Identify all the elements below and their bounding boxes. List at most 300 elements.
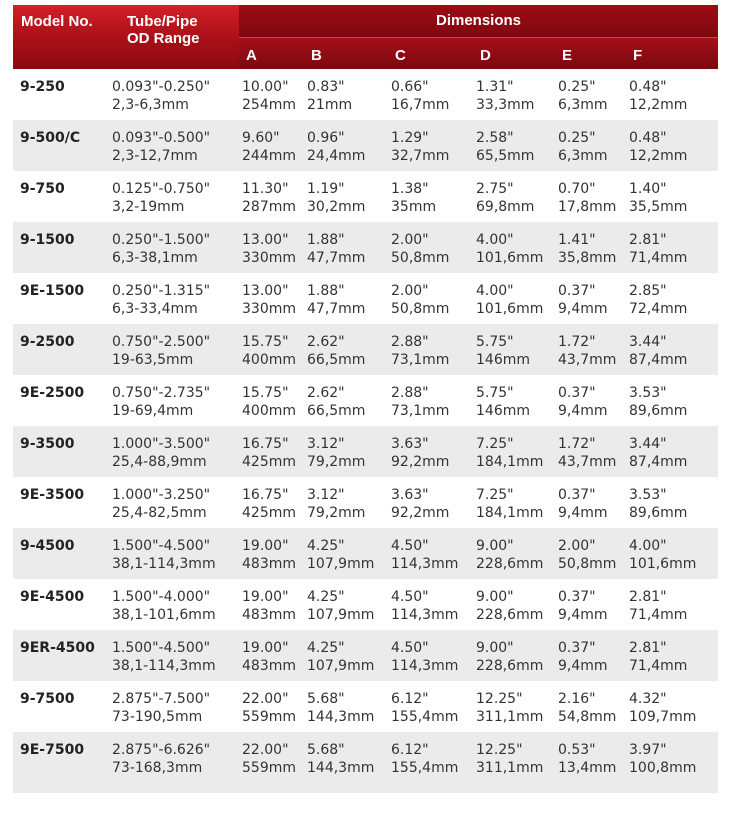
header-od-range-line1: Tube/Pipe <box>127 13 198 30</box>
inch-value: 16.75" <box>242 487 289 503</box>
dim-c-cell <box>388 171 473 222</box>
metric-value: 73,1mm <box>391 403 450 419</box>
model-number-cell: 9-4500 <box>13 528 109 579</box>
dim-b-cell <box>304 120 388 171</box>
dim-b-cell <box>304 171 388 222</box>
inch-value: 1.19" <box>307 181 345 197</box>
inch-value: 4.32" <box>629 691 667 707</box>
metric-value: 559mm <box>242 709 296 725</box>
metric-value: 228,6mm <box>476 658 544 674</box>
metric-value: 400mm <box>242 403 296 419</box>
metric-value: 144,3mm <box>307 760 375 776</box>
metric-value: 2,3-6,3mm <box>112 97 189 113</box>
metric-value: 35,8mm <box>558 250 617 266</box>
dim-d-cell <box>473 579 555 630</box>
model-number-cell: 9-750 <box>13 171 109 222</box>
inch-value: 5.68" <box>307 691 345 707</box>
model-number-cell: 9E-3500 <box>13 477 109 528</box>
metric-value: 69,8mm <box>476 199 535 215</box>
table-row <box>13 681 718 732</box>
metric-value: 87,4mm <box>629 454 688 470</box>
dim-c-cell <box>388 324 473 375</box>
inch-value: 1.40" <box>629 181 667 197</box>
dim-a-cell <box>239 222 304 273</box>
inch-value: 9.00" <box>476 640 514 656</box>
metric-value: 66,5mm <box>307 403 366 419</box>
dim-e-cell <box>555 69 626 120</box>
dim-c-cell <box>388 732 473 793</box>
dim-e-cell <box>555 681 626 732</box>
od-range-cell <box>109 69 239 120</box>
dim-b-cell <box>304 681 388 732</box>
inch-value: 5.75" <box>476 385 514 401</box>
dim-f-cell <box>626 579 718 630</box>
inch-value: 2.85" <box>629 283 667 299</box>
inch-value: 3.44" <box>629 334 667 350</box>
metric-value: 114,3mm <box>391 556 459 572</box>
inch-value: 4.25" <box>307 538 345 554</box>
dim-d-cell <box>473 222 555 273</box>
dim-c-cell <box>388 579 473 630</box>
dim-f-cell <box>626 528 718 579</box>
dim-c-cell <box>388 426 473 477</box>
inch-value: 2.75" <box>476 181 514 197</box>
dim-b-cell <box>304 375 388 426</box>
dim-c-cell <box>388 273 473 324</box>
model-number-cell: 9E-4500 <box>13 579 109 630</box>
od-range-cell <box>109 579 239 630</box>
inch-value: 2.00" <box>391 232 429 248</box>
model-number-cell: 9E-2500 <box>13 375 109 426</box>
table-row <box>13 579 718 630</box>
dim-e-cell <box>555 528 626 579</box>
inch-value: 1.500"-4.500" <box>112 640 211 656</box>
model-number-cell: 9-250 <box>13 69 109 120</box>
model-number-cell: 9-7500 <box>13 681 109 732</box>
dim-a-cell <box>239 171 304 222</box>
dim-b-cell <box>304 732 388 793</box>
metric-value: 66,5mm <box>307 352 366 368</box>
metric-value: 9,4mm <box>558 607 608 623</box>
metric-value: 73-190,5mm <box>112 709 203 725</box>
inch-value: 3.44" <box>629 436 667 452</box>
dim-e-cell <box>555 477 626 528</box>
metric-value: 425mm <box>242 505 296 521</box>
inch-value: 0.70" <box>558 181 596 197</box>
model-number-cell: 9-1500 <box>13 222 109 273</box>
dim-c-cell <box>388 120 473 171</box>
inch-value: 0.250"-1.500" <box>112 232 211 248</box>
metric-value: 19-69,4mm <box>112 403 194 419</box>
inch-value: 2.81" <box>629 232 667 248</box>
inch-value: 13.00" <box>242 232 289 248</box>
od-range-cell <box>109 171 239 222</box>
metric-value: 254mm <box>242 97 296 113</box>
metric-value: 89,6mm <box>629 403 688 419</box>
inch-value: 0.750"-2.735" <box>112 385 211 401</box>
dim-b-cell <box>304 324 388 375</box>
table-row <box>13 120 718 171</box>
header-dim-a: A <box>246 46 257 64</box>
dim-e-cell <box>555 630 626 681</box>
model-number-cell: 9E-7500 <box>13 732 109 793</box>
inch-value: 0.25" <box>558 130 596 146</box>
inch-value: 4.50" <box>391 640 429 656</box>
metric-value: 24,4mm <box>307 148 366 164</box>
dim-d-cell <box>473 732 555 793</box>
metric-value: 89,6mm <box>629 505 688 521</box>
header-od-range <box>109 5 239 69</box>
header-dim-c: C <box>395 46 406 64</box>
metric-value: 92,2mm <box>391 454 450 470</box>
dim-a-cell <box>239 579 304 630</box>
dim-e-cell <box>555 222 626 273</box>
dim-e-cell <box>555 426 626 477</box>
inch-value: 1.72" <box>558 334 596 350</box>
metric-value: 184,1mm <box>476 454 544 470</box>
dim-f-cell <box>626 732 718 793</box>
dim-a-cell <box>239 120 304 171</box>
dim-d-cell <box>473 681 555 732</box>
model-number-cell: 9-3500 <box>13 426 109 477</box>
table-row <box>13 630 718 681</box>
inch-value: 2.875"-7.500" <box>112 691 211 707</box>
metric-value: 400mm <box>242 352 296 368</box>
table-row <box>13 375 718 426</box>
inch-value: 5.68" <box>307 742 345 758</box>
metric-value: 71,4mm <box>629 607 688 623</box>
inch-value: 2.81" <box>629 589 667 605</box>
metric-value: 38,1-101,6mm <box>112 607 216 623</box>
inch-value: 4.00" <box>476 232 514 248</box>
inch-value: 3.97" <box>629 742 667 758</box>
metric-value: 71,4mm <box>629 250 688 266</box>
metric-value: 21mm <box>307 97 353 113</box>
metric-value: 144,3mm <box>307 709 375 725</box>
od-range-cell <box>109 630 239 681</box>
metric-value: 330mm <box>242 250 296 266</box>
inch-value: 9.00" <box>476 538 514 554</box>
inch-value: 4.50" <box>391 538 429 554</box>
metric-value: 38,1-114,3mm <box>112 658 216 674</box>
inch-value: 2.62" <box>307 334 345 350</box>
dim-a-cell <box>239 273 304 324</box>
inch-value: 9.60" <box>242 130 280 146</box>
metric-value: 109,7mm <box>629 709 697 725</box>
metric-value: 54,8mm <box>558 709 617 725</box>
inch-value: 3.63" <box>391 487 429 503</box>
od-range-cell <box>109 273 239 324</box>
metric-value: 114,3mm <box>391 607 459 623</box>
inch-value: 0.48" <box>629 79 667 95</box>
inch-value: 1.88" <box>307 283 345 299</box>
metric-value: 35,5mm <box>629 199 688 215</box>
dim-a-cell <box>239 630 304 681</box>
metric-value: 6,3-38,1mm <box>112 250 198 266</box>
metric-value: 50,8mm <box>391 250 450 266</box>
metric-value: 16,7mm <box>391 97 450 113</box>
metric-value: 311,1mm <box>476 760 544 776</box>
metric-value: 3,2-19mm <box>112 199 185 215</box>
dim-b-cell <box>304 477 388 528</box>
inch-value: 0.53" <box>558 742 596 758</box>
metric-value: 155,4mm <box>391 709 459 725</box>
inch-value: 6.12" <box>391 691 429 707</box>
inch-value: 2.58" <box>476 130 514 146</box>
metric-value: 71,4mm <box>629 658 688 674</box>
metric-value: 559mm <box>242 760 296 776</box>
inch-value: 0.37" <box>558 589 596 605</box>
metric-value: 73,1mm <box>391 352 450 368</box>
inch-value: 15.75" <box>242 385 289 401</box>
dim-a-cell <box>239 375 304 426</box>
dim-d-cell <box>473 171 555 222</box>
inch-value: 0.96" <box>307 130 345 146</box>
dim-e-cell <box>555 732 626 793</box>
dim-f-cell <box>626 477 718 528</box>
metric-value: 101,6mm <box>476 301 544 317</box>
dim-b-cell <box>304 69 388 120</box>
inch-value: 2.16" <box>558 691 596 707</box>
inch-value: 3.63" <box>391 436 429 452</box>
dimensions-table-container <box>13 5 718 793</box>
dim-a-cell <box>239 426 304 477</box>
dim-f-cell <box>626 273 718 324</box>
table-row <box>13 273 718 324</box>
inch-value: 22.00" <box>242 691 289 707</box>
metric-value: 19-63,5mm <box>112 352 194 368</box>
inch-value: 11.30" <box>242 181 289 197</box>
od-range-cell <box>109 375 239 426</box>
metric-value: 287mm <box>242 199 296 215</box>
od-range-cell <box>109 477 239 528</box>
od-range-cell <box>109 222 239 273</box>
dim-c-cell <box>388 528 473 579</box>
dim-f-cell <box>626 630 718 681</box>
model-number-cell: 9E-1500 <box>13 273 109 324</box>
od-range-cell <box>109 732 239 793</box>
metric-value: 228,6mm <box>476 556 544 572</box>
header-od-range-line2: OD Range <box>127 30 200 47</box>
inch-value: 12.25" <box>476 742 523 758</box>
inch-value: 0.37" <box>558 487 596 503</box>
inch-value: 0.093"-0.250" <box>112 79 211 95</box>
dim-f-cell <box>626 375 718 426</box>
inch-value: 12.25" <box>476 691 523 707</box>
dim-e-cell <box>555 120 626 171</box>
dim-e-cell <box>555 273 626 324</box>
dim-c-cell <box>388 681 473 732</box>
dim-f-cell <box>626 681 718 732</box>
metric-value: 72,4mm <box>629 301 688 317</box>
dim-d-cell <box>473 426 555 477</box>
inch-value: 0.750"-2.500" <box>112 334 211 350</box>
inch-value: 3.12" <box>307 436 345 452</box>
metric-value: 330mm <box>242 301 296 317</box>
inch-value: 13.00" <box>242 283 289 299</box>
metric-value: 13,4mm <box>558 760 617 776</box>
table-row <box>13 69 718 120</box>
inch-value: 6.12" <box>391 742 429 758</box>
inch-value: 1.41" <box>558 232 596 248</box>
metric-value: 87,4mm <box>629 352 688 368</box>
table-header <box>13 5 718 69</box>
inch-value: 4.00" <box>476 283 514 299</box>
dim-e-cell <box>555 171 626 222</box>
inch-value: 1.72" <box>558 436 596 452</box>
inch-value: 0.37" <box>558 283 596 299</box>
header-dim-b: B <box>311 46 322 64</box>
metric-value: 2,3-12,7mm <box>112 148 198 164</box>
dim-a-cell <box>239 324 304 375</box>
inch-value: 0.37" <box>558 640 596 656</box>
metric-value: 425mm <box>242 454 296 470</box>
dim-b-cell <box>304 426 388 477</box>
metric-value: 107,9mm <box>307 607 375 623</box>
dim-f-cell <box>626 69 718 120</box>
metric-value: 100,8mm <box>629 760 697 776</box>
od-range-cell <box>109 324 239 375</box>
model-number-cell: 9-500/C <box>13 120 109 171</box>
metric-value: 9,4mm <box>558 301 608 317</box>
metric-value: 6,3mm <box>558 97 608 113</box>
metric-value: 38,1-114,3mm <box>112 556 216 572</box>
inch-value: 2.81" <box>629 640 667 656</box>
metric-value: 483mm <box>242 658 296 674</box>
dim-c-cell <box>388 477 473 528</box>
inch-value: 0.66" <box>391 79 429 95</box>
dim-e-cell <box>555 375 626 426</box>
inch-value: 0.25" <box>558 79 596 95</box>
metric-value: 107,9mm <box>307 556 375 572</box>
metric-value: 9,4mm <box>558 505 608 521</box>
metric-value: 107,9mm <box>307 658 375 674</box>
dim-b-cell <box>304 528 388 579</box>
inch-value: 3.53" <box>629 487 667 503</box>
inch-value: 19.00" <box>242 589 289 605</box>
header-dim-f: F <box>633 46 643 64</box>
inch-value: 19.00" <box>242 640 289 656</box>
inch-value: 1.500"-4.500" <box>112 538 211 554</box>
metric-value: 50,8mm <box>391 301 450 317</box>
dim-b-cell <box>304 630 388 681</box>
metric-value: 47,7mm <box>307 250 366 266</box>
inch-value: 2.62" <box>307 385 345 401</box>
dim-f-cell <box>626 120 718 171</box>
inch-value: 7.25" <box>476 487 514 503</box>
metric-value: 92,2mm <box>391 505 450 521</box>
inch-value: 9.00" <box>476 589 514 605</box>
inch-value: 0.125"-0.750" <box>112 181 211 197</box>
metric-value: 12,2mm <box>629 148 688 164</box>
metric-value: 101,6mm <box>629 556 697 572</box>
dim-f-cell <box>626 222 718 273</box>
header-dimensions: Dimensions <box>239 5 718 37</box>
dim-f-cell <box>626 324 718 375</box>
metric-value: 73-168,3mm <box>112 760 203 776</box>
dim-b-cell <box>304 222 388 273</box>
dim-d-cell <box>473 69 555 120</box>
inch-value: 0.83" <box>307 79 345 95</box>
od-range-cell <box>109 120 239 171</box>
dim-b-cell <box>304 273 388 324</box>
inch-value: 10.00" <box>242 79 289 95</box>
table-row <box>13 426 718 477</box>
inch-value: 7.25" <box>476 436 514 452</box>
od-range-cell <box>109 426 239 477</box>
dim-d-cell <box>473 375 555 426</box>
header-dim-d: D <box>480 46 491 64</box>
dim-a-cell <box>239 528 304 579</box>
metric-value: 32,7mm <box>391 148 450 164</box>
table-row <box>13 324 718 375</box>
dim-d-cell <box>473 477 555 528</box>
metric-value: 25,4-88,9mm <box>112 454 207 470</box>
inch-value: 1.000"-3.250" <box>112 487 211 503</box>
od-range-cell <box>109 681 239 732</box>
metric-value: 33,3mm <box>476 97 535 113</box>
dim-d-cell <box>473 630 555 681</box>
inch-value: 1.29" <box>391 130 429 146</box>
inch-value: 4.25" <box>307 640 345 656</box>
dim-a-cell <box>239 681 304 732</box>
dim-b-cell <box>304 579 388 630</box>
inch-value: 22.00" <box>242 742 289 758</box>
metric-value: 30,2mm <box>307 199 366 215</box>
metric-value: 25,4-82,5mm <box>112 505 207 521</box>
metric-value: 228,6mm <box>476 607 544 623</box>
metric-value: 483mm <box>242 556 296 572</box>
model-number-cell: 9ER-4500 <box>13 630 109 681</box>
dim-e-cell <box>555 324 626 375</box>
inch-value: 19.00" <box>242 538 289 554</box>
dim-a-cell <box>239 69 304 120</box>
metric-value: 114,3mm <box>391 658 459 674</box>
inch-value: 5.75" <box>476 334 514 350</box>
inch-value: 1.88" <box>307 232 345 248</box>
metric-value: 79,2mm <box>307 454 366 470</box>
inch-value: 15.75" <box>242 334 289 350</box>
dimensions-table <box>13 5 718 793</box>
dim-d-cell <box>473 528 555 579</box>
dim-c-cell <box>388 375 473 426</box>
inch-value: 1.500"-4.000" <box>112 589 211 605</box>
header-dim-e: E <box>562 46 573 64</box>
dim-f-cell <box>626 171 718 222</box>
table-row <box>13 171 718 222</box>
metric-value: 12,2mm <box>629 97 688 113</box>
inch-value: 2.00" <box>391 283 429 299</box>
dim-e-cell <box>555 579 626 630</box>
inch-value: 0.37" <box>558 385 596 401</box>
dim-d-cell <box>473 120 555 171</box>
inch-value: 2.00" <box>558 538 596 554</box>
model-number-cell: 9-2500 <box>13 324 109 375</box>
inch-value: 0.48" <box>629 130 667 146</box>
metric-value: 483mm <box>242 607 296 623</box>
inch-value: 2.88" <box>391 334 429 350</box>
dim-a-cell <box>239 732 304 793</box>
metric-value: 43,7mm <box>558 352 617 368</box>
table-body <box>13 69 718 793</box>
metric-value: 244mm <box>242 148 296 164</box>
metric-value: 50,8mm <box>558 556 617 572</box>
table-row <box>13 732 718 793</box>
metric-value: 35mm <box>391 199 437 215</box>
inch-value: 3.12" <box>307 487 345 503</box>
metric-value: 9,4mm <box>558 658 608 674</box>
inch-value: 0.093"-0.500" <box>112 130 211 146</box>
